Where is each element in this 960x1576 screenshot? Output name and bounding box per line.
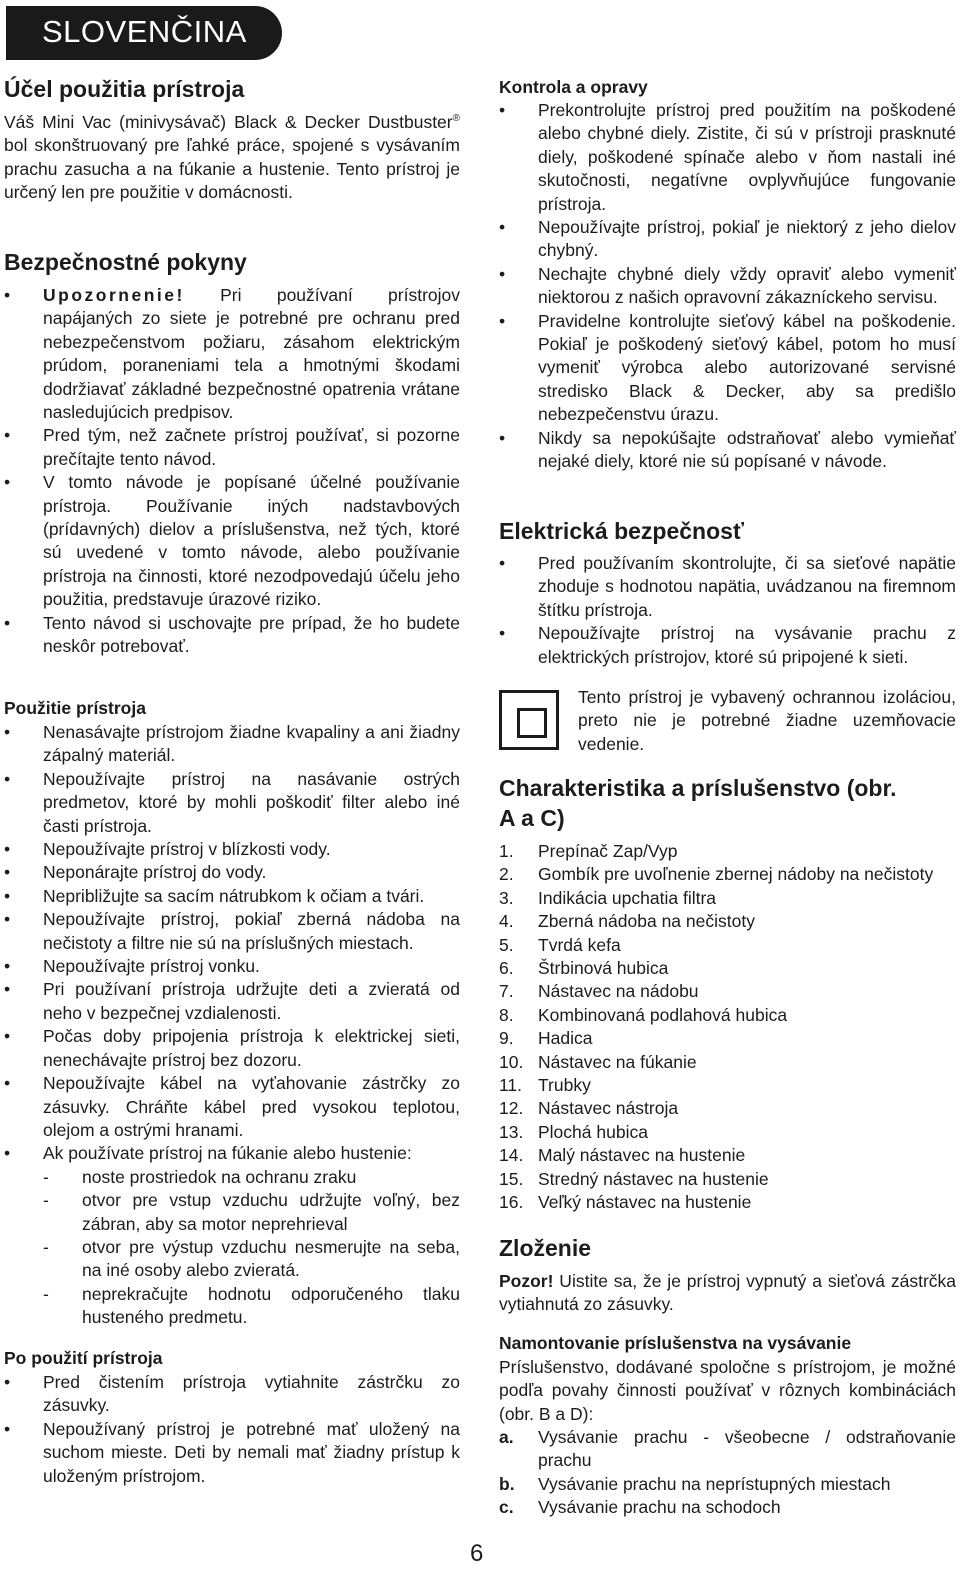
list-item: • Prekontrolujte prístroj pred použitím na poškodené alebo chybné diely. Zistite, či sú v prístroji prasknuté diely, poškodené spínače alebo v ňom nastali iné skutočnosti, negatívne ovplyvňujúce fungovanie prístroja. bbox=[499, 99, 956, 216]
list-item: • Nepoužívajte prístroj vonku. bbox=[4, 955, 460, 978]
section-title-pouzitie: Použitie prístroja bbox=[4, 698, 146, 718]
ucel-paragraph: Váš Mini Vac (minivysávač) Black & Decker Dustbuster® bol skonštruovaný pre ľahké práce, spojené s vysávaním prachu zasucha a na fúkanie a hustenie. Tento prístroj je určený len pre použitie v domácnosti. bbox=[4, 112, 460, 203]
section-title-zlozenie: Zloženie bbox=[499, 1235, 592, 1261]
parts-list bbox=[499, 840, 956, 1215]
list-item: • Nepribližujte sa sacím nátrubkom k očiam a tvári. bbox=[4, 885, 460, 908]
section-title-charakteristika: Charakteristika a príslušenstvo (obr. A a C) bbox=[499, 775, 897, 831]
section-title-bezpecnost: Bezpečnostné pokyny bbox=[4, 249, 247, 275]
list-item: 14. Malý nástavec na hustenie bbox=[499, 1145, 746, 1166]
list-item: • Nepoužívaný prístroj je potrebné mať uložený na suchom mieste. Deti by nemali mať žiadny prístup k uloženým prístrojom. bbox=[4, 1418, 460, 1488]
list-item: 13. Plochá hubica bbox=[499, 1121, 648, 1142]
list-item: 15. Stredný nástavec na hustenie bbox=[499, 1168, 769, 1189]
list-item: • Počas doby pripojenia prístroja k elektrickej sieti, nenechávajte prístroj bez dozoru. bbox=[4, 1025, 460, 1072]
list-item: 7. Nástavec na nádobu bbox=[499, 981, 699, 1002]
list-item: • Pravidelne kontrolujte sieťový kábel na poškodenie. Pokiaľ je poškodený sieťový kábel, potom ho musí vymeniť výrobca alebo autorizované servisné stredisko Black & Decker, aby sa predišlo nebezpečenstvu úrazu. bbox=[499, 310, 956, 427]
list-item: • Nechajte chybné diely vždy opraviť alebo vymeniť niektorou z našich opravovní zákazníckeho servisu. bbox=[499, 263, 956, 310]
list-item: 9. Hadica bbox=[499, 1028, 593, 1049]
list-item: • Pred tým, než začnete prístroj používať, si pozorne prečítajte tento návod. bbox=[4, 424, 460, 471]
insulation-note: Tento prístroj je vybavený ochrannou izoláciou, preto nie je potrebné žiadne uzemňovacie vedenie. bbox=[578, 687, 956, 754]
list-item: • Neponárajte prístroj do vody. bbox=[4, 861, 460, 884]
list-item: • Upozornenie! Pri používaní prístrojov napájaných zo siete je potrebné pre ochranu pred nebezpečenstvom požiaru, zásahom elektrickým prúdom, poraneniami tela a hmotnými škodami dodržiavať základné bezpečnostné opatrenia vrátane nasledujúcich predpisov. bbox=[4, 284, 460, 424]
list-item: • Tento návod si uschovajte pre prípad, že ho budete neskôr potrebovať. bbox=[4, 612, 460, 659]
safety-list bbox=[4, 284, 460, 659]
list-item: 16. Veľký nástavec na hustenie bbox=[499, 1192, 752, 1213]
sub-list-item: - neprekračujte hodnotu odporučeného tlaku husteného predmetu. bbox=[43, 1283, 460, 1328]
list-item: • V tomto návode je popísané účelné používanie prístroja. Používanie iných nadstavbových (prídavných) dielov a príslušenstva, než tých, ktoré sú uvedené v tomto návode, alebo používanie prístroja na činnosti, ktoré nezodpovedajú účelu jeho použitia, predstavuje úrazové riziko. bbox=[4, 471, 460, 611]
list-item: c. Vysávanie prachu na schodoch bbox=[499, 1497, 781, 1518]
list-item: b. Vysávanie prachu na neprístupných miestach bbox=[499, 1473, 891, 1494]
list-item: • Nepoužívajte prístroj v blízkosti vody. bbox=[4, 838, 460, 861]
list-item: • Nepoužívajte prístroj na vysávanie prachu z elektrických prístrojov, ktoré sú pripojené k sieti. bbox=[499, 622, 956, 669]
list-item: 10. Nástavec na fúkanie bbox=[499, 1051, 697, 1072]
mounting-list bbox=[499, 1426, 956, 1520]
list-item: 1. Prepínač Zap/Vyp bbox=[499, 841, 678, 861]
list-item: • Ak používate prístroj na fúkanie alebo hustenie: bbox=[4, 1142, 460, 1165]
sub-list-item: - otvor pre vstup vzduchu udržujte voľný, bez zábran, aby sa motor neprehrieval bbox=[43, 1190, 460, 1234]
list-item: 11. Trubky bbox=[499, 1075, 591, 1096]
list-item: • Pri používaní prístroja udržujte deti a zvieratá od neho v bezpečnej vzdialenosti. bbox=[4, 978, 460, 1025]
list-item: • Nepoužívajte kábel na vyťahovanie zástrčky zo zásuvky. Chráňte kábel pred vysokou teplotou, olejom a ostrými hranami. bbox=[4, 1072, 460, 1142]
electrical-list bbox=[499, 552, 956, 669]
list-item: • Pred používaním skontrolujte, či sa sieťové napätie zhoduje s hodnotou napätia, uvádzanou na firemnom štítku prístroja. bbox=[499, 552, 956, 622]
page-number: 6 bbox=[470, 1540, 484, 1567]
list-item: a. Vysávanie prachu - všeobecne / odstraňovanie prachu bbox=[499, 1427, 956, 1471]
section-title-po-pouziti: Po použití prístroja bbox=[4, 1348, 163, 1368]
caution-paragraph: Pozor! Uistite sa, že je prístroj vypnutý a sieťová zástrčka vytiahnutá zo zásuvky. bbox=[499, 1271, 956, 1315]
language-tab bbox=[6, 6, 282, 60]
usage-list bbox=[4, 721, 460, 1330]
section-title-ucel: Účel použitia prístroja bbox=[4, 76, 245, 102]
list-item: 12. Nástavec nástroja bbox=[499, 1098, 679, 1119]
list-item: • Nepoužívajte prístroj, pokiaľ zberná nádoba na nečistoty a filtre nie sú na príslušných miestach. bbox=[4, 908, 460, 955]
sub-list-item: - noste prostriedok na ochranu zraku bbox=[43, 1166, 357, 1187]
list-item: 4. Zberná nádoba na nečistoty bbox=[499, 911, 755, 932]
mounting-paragraph: Príslušenstvo, dodávané spoločne s prístrojom, je možné podľa povahy činnosti používať v rôznych kombináciách (obr. B a D): bbox=[499, 1357, 956, 1424]
sub-list-item: - otvor pre výstup vzduchu nesmerujte na seba, na iné osoby alebo zvieratá. bbox=[43, 1236, 460, 1281]
inspection-list bbox=[499, 99, 956, 474]
list-item: 2. Gombík pre uvoľnenie zbernej nádoby na nečistoty bbox=[499, 864, 934, 885]
double-insulation-icon bbox=[499, 690, 559, 750]
list-item: • Pred čistením prístroja vytiahnite zástrčku zo zásuvky. bbox=[4, 1371, 460, 1418]
list-item: • Nepoužívajte prístroj, pokiaľ je niektorý z jeho dielov chybný. bbox=[499, 216, 956, 263]
list-item: • Nikdy sa nepokúšajte odstraňovať alebo vymieňať nejaké diely, ktoré nie sú popísané v návode. bbox=[499, 427, 956, 474]
section-title-kontrola: Kontrola a opravy bbox=[499, 77, 648, 97]
after-use-list bbox=[4, 1371, 460, 1488]
list-item: 6. Štrbinová hubica bbox=[499, 958, 669, 979]
list-item: 5. Tvrdá kefa bbox=[499, 934, 621, 955]
list-item: • Nepoužívajte prístroj na nasávanie ostrých predmetov, ktoré by mohli poškodiť filter alebo iné časti prístroja. bbox=[4, 768, 460, 838]
list-item: 3. Indikácia upchatia filtra bbox=[499, 887, 717, 908]
list-item: 8. Kombinovaná podlahová hubica bbox=[499, 1004, 788, 1025]
section-title-elektricka: Elektrická bezpečnosť bbox=[499, 518, 744, 544]
section-title-namontovanie: Namontovanie príslušenstva na vysávanie bbox=[499, 1333, 852, 1353]
language-tab-label: SLOVENČINA bbox=[42, 14, 247, 49]
list-item: • Nenasávajte prístrojom žiadne kvapaliny a ani žiadny zápalný materiál. bbox=[4, 721, 460, 768]
